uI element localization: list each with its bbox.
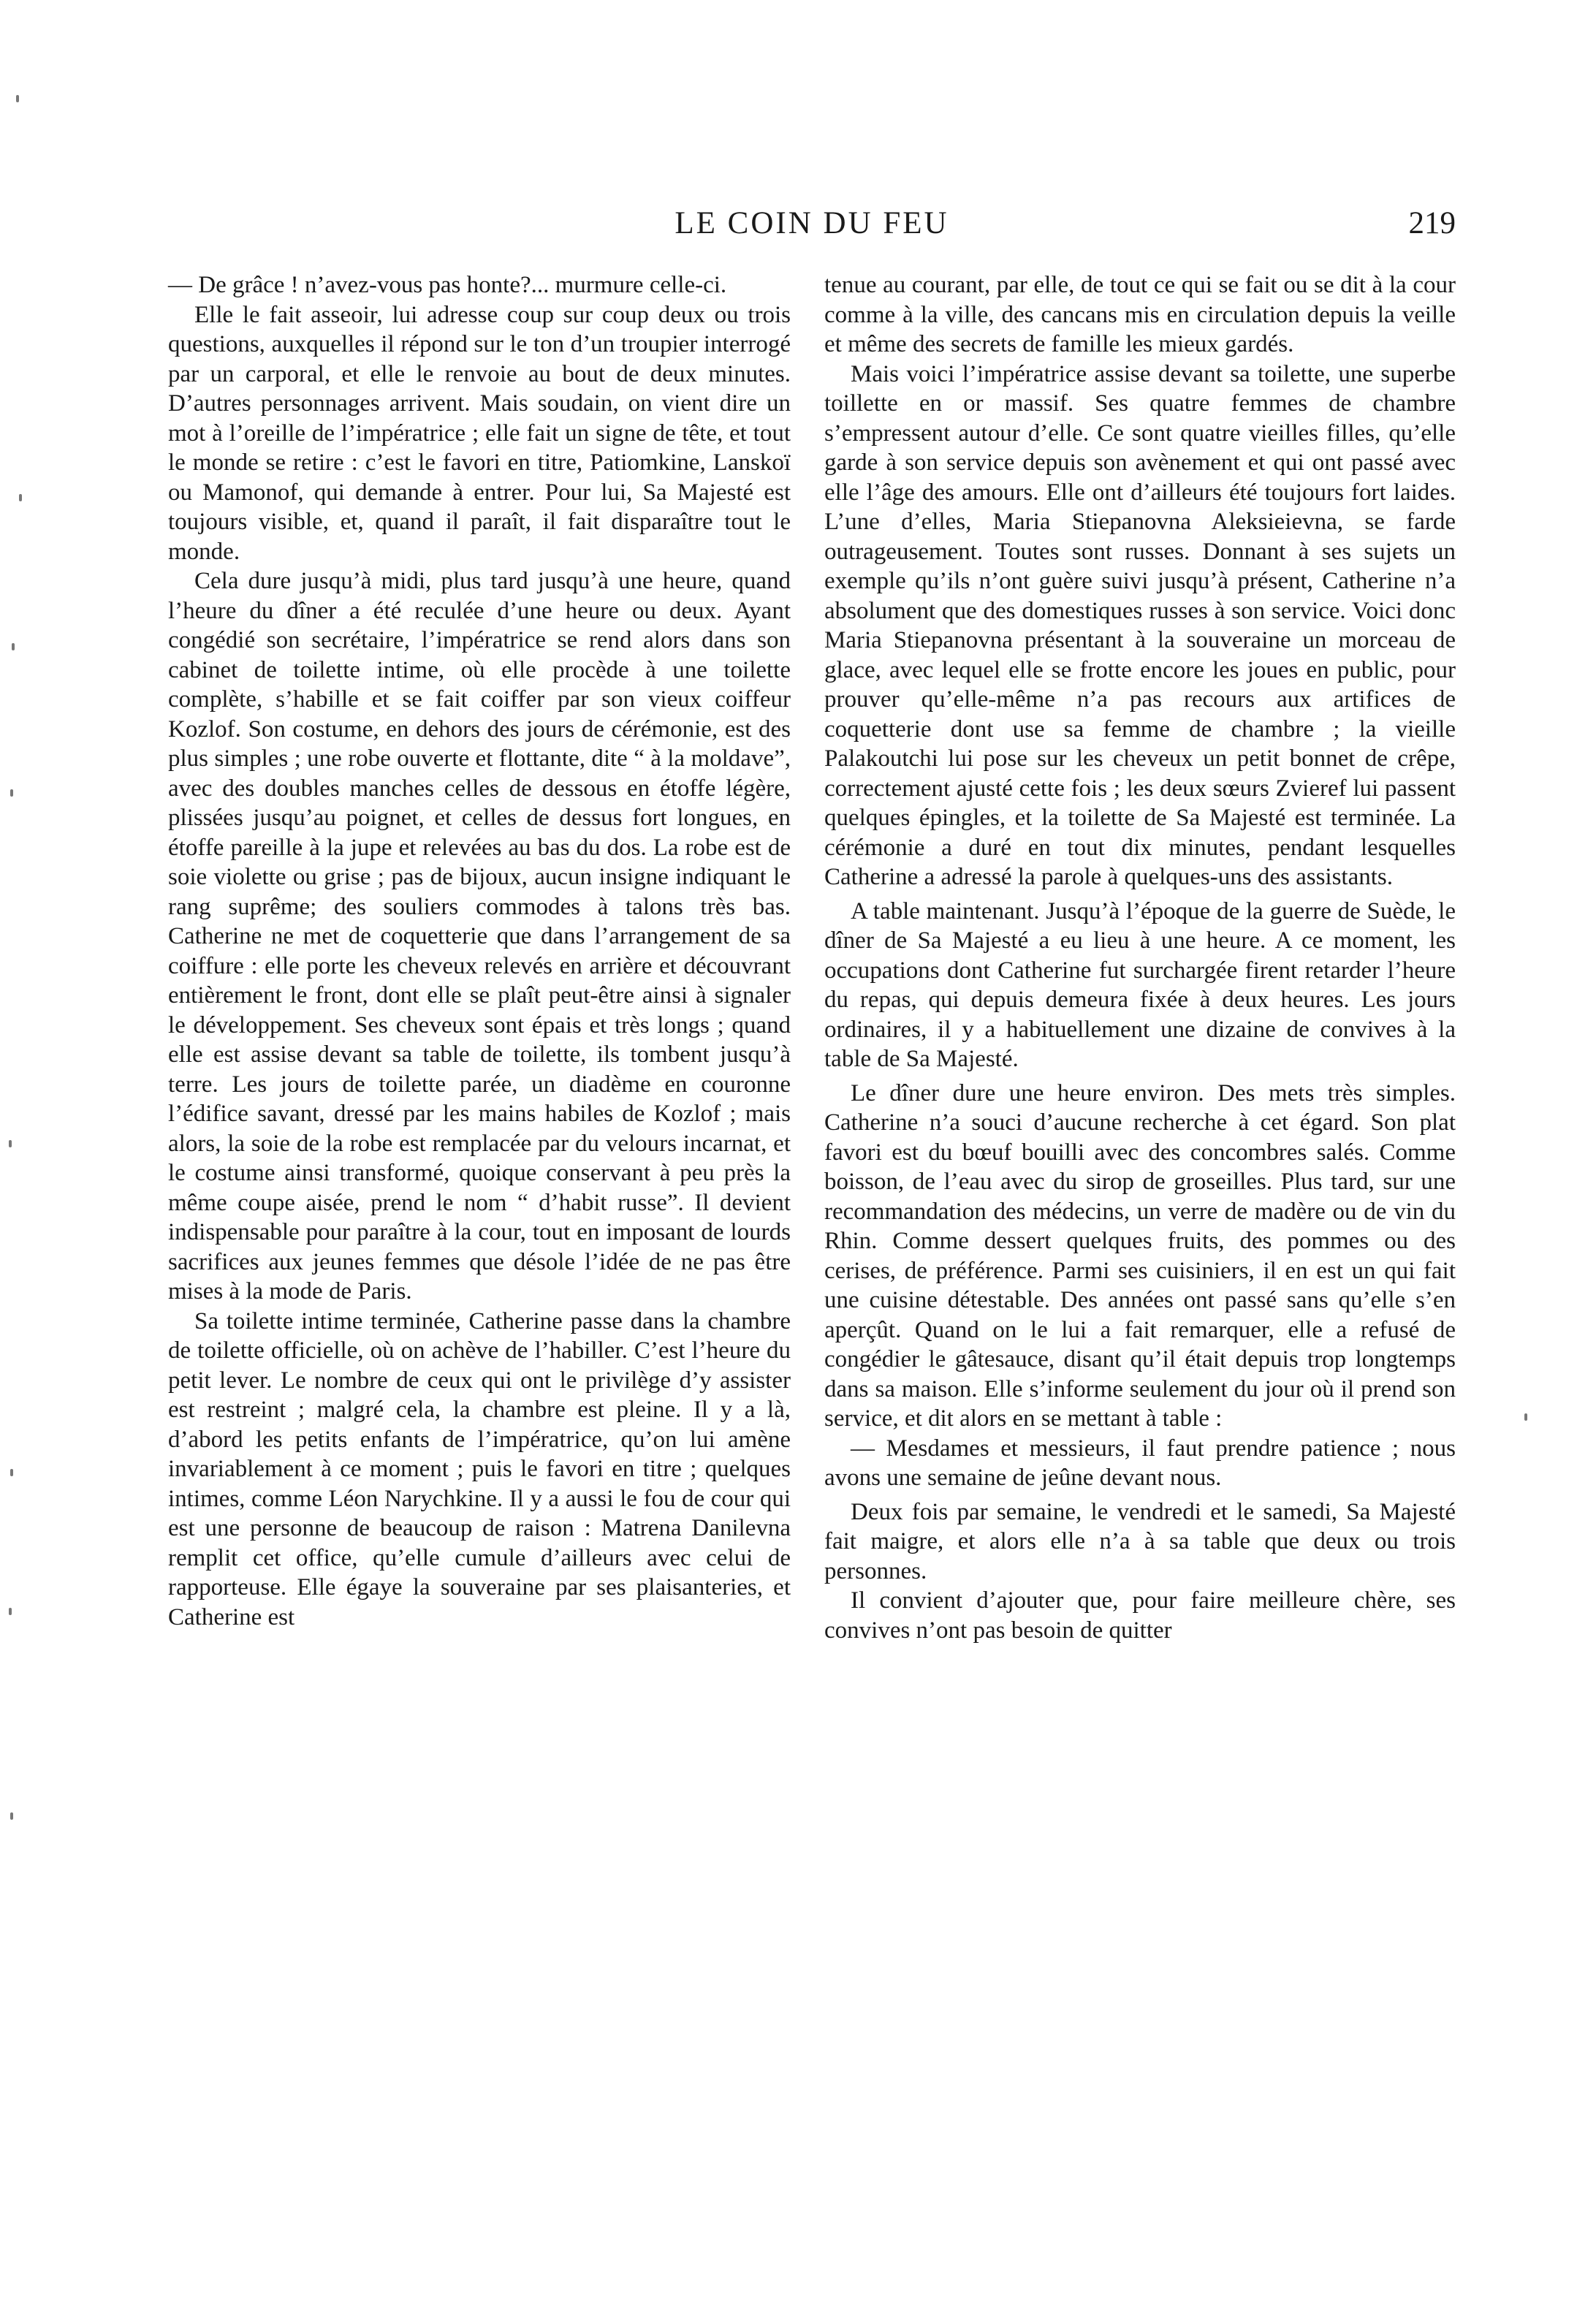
paragraph: — De grâce ! n’avez-vous pas honte?... murmure celle-ci. [168, 272, 727, 298]
margin-speck [9, 1608, 12, 1615]
margin-speck [19, 494, 22, 501]
paragraph: — Mesdames et messieurs, il faut prendre patience ; nous avons une semaine de jeûne devant nous. [824, 1435, 1456, 1491]
paragraph: Cela dure jusqu’à midi, plus tard jusqu’à une heure, quand l’heure du dîner a été reculée d’une heure ou deux. Ayant congédié son secrétaire, l’impératrice se rend alors dans son cabinet de toilette intime, où elle procède à une toilette complète, s’habille et se fait coiffer par son vieux coiffeur Kozlof. Son costume, en dehors des jours de cérémonie, est des plus simples ; une robe ouverte et flottante, dite “ à la moldave”, avec des doubles manches celles de dessous en étoffe légère, plissées jusqu’au poignet, et celles de dessus fort longues, en étoffe pareille à la jupe et relevées au bas du dos. La robe est de soie violette ou grise ; pas de bijoux, aucun insigne indiquant le rang suprême; des souliers commodes à talons très bas. Catherine ne met de coquetterie que dans l’arrangement de sa coiffure : elle porte les cheveux relevés en arrière et découvrant entièrement le front, dont elle se plaît peut-être ainsi à signaler le développement. Ses cheveux sont épais et très longs ; quand elle est assise devant sa table de toilette, ils tombent jusqu’à terre. Les jours de toilette parée, un diadème en couronne l’édifice savant, dressé par les mains habiles de Kozlof ; mais alors, la soie de la robe est remplacée par du velours incarnat, et le costume ainsi transformé, quoique conservant à peu près la même coupe aisée, prend le nom “ d’habit russe”. Il devient indispensable pour paraître à la cour, tout en imposant de lourds sacrifices aux jeunes femmes que désole l’idée de ne pas être mises à la mode de Paris. [168, 568, 791, 1305]
margin-speck [12, 643, 15, 650]
page-header [168, 202, 1456, 246]
page-number: 219 [1408, 206, 1456, 240]
margin-speck [10, 1469, 13, 1476]
margin-speck [16, 95, 19, 102]
margin-speck [10, 1812, 13, 1820]
paragraph: A table maintenant. Jusqu’à l’époque de la guerre de Suède, le dîner de Sa Majesté a eu lieu à une heure. A ce moment, les occupations dont Catherine fut surchargée firent retarder l’heure du repas, qui depuis demeura fixée à deux heures. Les jours ordinaires, il y a habituellement une dizaine de convives à la table de Sa Majesté. [824, 897, 1456, 1072]
margin-speck [10, 789, 13, 797]
paragraph: Elle le fait asseoir, lui adresse coup sur coup deux ou trois questions, auxquelles il répond sur le ton d’un troupier interrogé par un carporal, et elle le renvoie au bout de deux minutes. D’autres personnages arrivent. Mais soudain, on vient dire un mot à l’oreille de l’impératrice ; elle fait un signe de tête, et tout le monde se retire : c’est le favori en titre, Patiomkine, Lanskoï ou Mamonof, qui demande à entrer. Pour lui, Sa Majesté est toujours visible, et, quand il paraît, il fait disparaître tout le monde. [168, 301, 791, 565]
right-column [824, 270, 1456, 1645]
paragraph: Le dîner dure une heure environ. Des mets très simples. Catherine n’a souci d’aucune recherche à cet égard. Son plat favori est du bœuf bouilli avec des concombres salés. Comme boisson, de l’eau avec du sirop de groseilles. Plus tard, sur une recommandation des médecins, un verre de madère ou de vin du Rhin. Comme dessert quelques fruits, des pommes ou des cerises, de préférence. Parmi ses cuisiniers, il en est un qui fait une cuisine détestable. Des années ont passé sans qu’elle s’en aperçût. Quand on le lui a fait remarquer, elle a refusé de congédier le gâtesauce, disant qu’il était depuis trop longtemps dans sa maison. Elle s’informe seulement du jour où il prend son service, et dit alors en se mettant à table : [824, 1079, 1456, 1432]
running-title: LE COIN DU FEU [674, 206, 949, 240]
paragraph: Sa toilette intime terminée, Catherine passe dans la chambre de toilette officielle, où on achève de l’habiller. C’est l’heure du petit lever. Le nombre de ceux qui ont le privilège d’y assister est restreint ; malgré cela, la chambre est pleine. Il y a là, d’abord les petits enfants de l’impératrice, qu’on lui amène invariablement à ce moment ; puis le favori en titre ; quelques intimes, comme Léon Narychkine. Il y a aussi le fou de cour qui est une personne de beaucoup de raison : Matrena Danilevna remplit cet office, qu’elle cumule d’ailleurs avec celui de rapporteuse. Elle égaye la souveraine par ses plaisanteries, et Catherine est [168, 1307, 791, 1630]
paragraph: Mais voici l’impératrice assise devant sa toilette, une superbe toillette en or massif. Ses quatre femmes de chambre s’empressent autour d’elle. Ce sont quatre vieilles filles, qu’elle garde à son service depuis son avènement et qui ont passé avec elle l’âge des amours. Elle ont d’ailleurs été toujours fort laides. L’une d’elles, Maria Stiepanovna Aleksieievna, se farde outrageusement. Toutes sont russes. Donnant à ses sujets un exemple qu’ils n’ont guère suivi jusqu’à présent, Catherine n’a absolument que des domestiques russes à son service. Voici donc Maria Stiepanovna présentant à la souveraine un morceau de glace, avec lequel elle se frotte encore les joues en public, pour prouver qu’elle-même n’a pas recours aux artifices de coquetterie dont use sa femme de chambre ; la vieille Palakoutchi lui pose sur les cheveux un petit bonnet de crêpe, correctement ajusté cette fois ; les deux sœurs Zvieref lui passent quelques épingles, et la toilette de Sa Majesté est terminée. La cérémonie a duré en tout dix minutes, pendant lesquelles Catherine a adressé la parole à quelques-uns des assistants. [824, 360, 1456, 890]
paragraph: tenue au courant, par elle, de tout ce qui se fait ou se dit à la cour comme à la ville, des cancans mis en circulation depuis la veille et même des secrets de famille les mieux gardés. [824, 272, 1456, 357]
paragraph: Deux fois par semaine, le vendredi et le samedi, Sa Majesté fait maigre, et alors elle n’a à sa table que deux ou trois personnes. [824, 1498, 1456, 1584]
left-column [168, 270, 791, 1632]
margin-speck [9, 1140, 12, 1147]
margin-speck [1524, 1413, 1527, 1421]
paragraph: Il convient d’ajouter que, pour faire meilleure chère, ses convives n’ont pas besoin de quitter [824, 1587, 1456, 1644]
